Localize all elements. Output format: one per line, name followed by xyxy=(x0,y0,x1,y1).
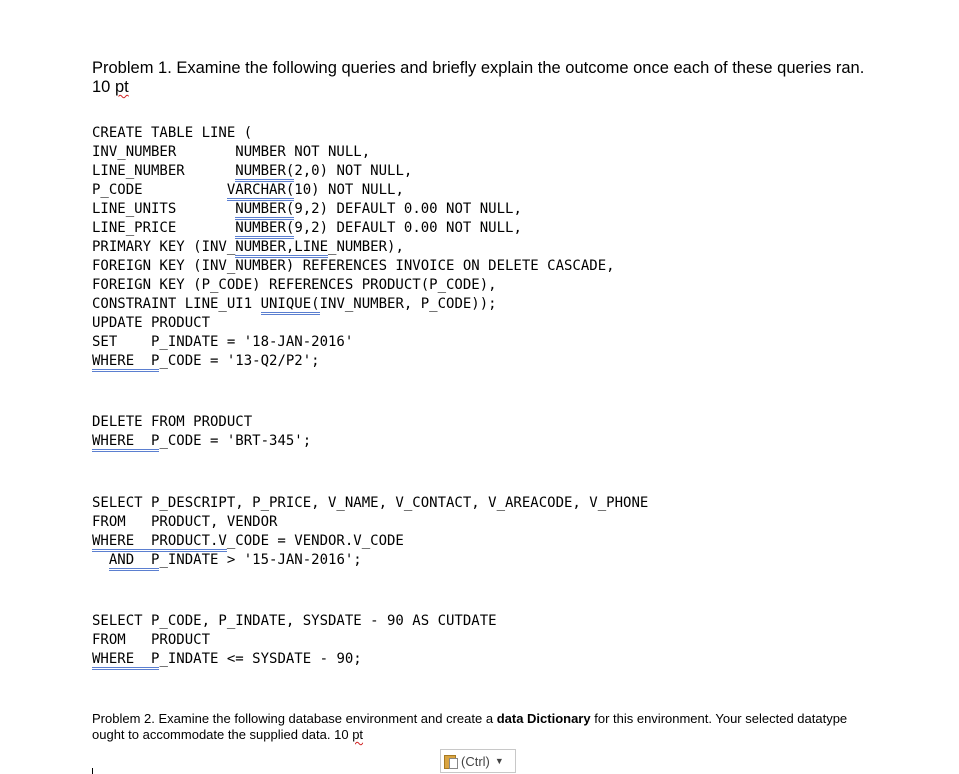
text-cursor xyxy=(92,768,93,774)
code-line: SET P_INDATE = '18-JAN-2016' xyxy=(92,334,354,350)
code-token: WHERE P xyxy=(92,353,159,372)
code-line: LINE_UNITS xyxy=(92,201,236,217)
code-line: CONSTRAINT LINE_UI1 xyxy=(92,296,261,312)
code-line: PRIMARY KEY (INV_ xyxy=(92,239,236,255)
code-token: WHERE P xyxy=(92,651,159,670)
code-line: INV_NUMBER NUMBER NOT NULL, xyxy=(92,144,371,160)
clipboard-icon xyxy=(444,753,458,769)
code-line: 9,2) DEFAULT 0.00 NOT NULL, xyxy=(294,220,522,236)
code-line: _CODE = '13-Q2/P2'; xyxy=(159,353,320,369)
code-line: FROM PRODUCT, VENDOR xyxy=(92,514,278,530)
create-table-query xyxy=(92,124,615,371)
code-token: VARCHAR( xyxy=(227,182,294,201)
select-cutdate-query xyxy=(92,612,497,669)
code-token: NUMBER( xyxy=(235,163,294,182)
code-line: SELECT P_DESCRIPT, P_PRICE, V_NAME, V_CONTACT, V_AREACODE, V_PHONE xyxy=(92,495,649,511)
code-line: FOREIGN KEY (P_CODE) REFERENCES PRODUCT(P_CODE), xyxy=(92,277,497,293)
code-line: LINE_NUMBER xyxy=(92,163,236,179)
code-line: 10) NOT NULL, xyxy=(294,182,404,198)
code-token: WHERE P xyxy=(92,433,159,452)
problem-2-text: Problem 2. Examine the following database environment and create a xyxy=(92,711,497,726)
code-line: DELETE FROM PRODUCT xyxy=(92,414,253,430)
code-line: _INDATE > '15-JAN-2016'; xyxy=(159,552,362,568)
points-unit: pt xyxy=(114,78,129,96)
code-line: UPDATE PRODUCT xyxy=(92,315,211,331)
code-token: WHERE PRODUCT.V xyxy=(92,533,227,552)
code-token: UNIQUE( xyxy=(261,296,320,315)
code-line: 2,0) NOT NULL, xyxy=(294,163,413,179)
paste-options-button[interactable] xyxy=(440,749,516,773)
delete-query xyxy=(92,413,311,451)
code-line: _NUMBER), xyxy=(328,239,404,255)
problem-2-text-end: for this environment. Your selected datatype ought to accommodate the supplied data. 10 xyxy=(92,711,848,742)
problem-2-bold: data Dictionary xyxy=(496,711,591,726)
code-line: SELECT P_CODE, P_INDATE, SYSDATE - 90 AS CUTDATE xyxy=(92,613,497,629)
code-line: _INDATE <= SYSDATE - 90; xyxy=(159,651,362,667)
code-line: 9,2) DEFAULT 0.00 NOT NULL, xyxy=(294,201,522,217)
points-unit: pt xyxy=(352,727,364,742)
code-token: NUMBER,LINE xyxy=(235,239,328,258)
code-line: INV_NUMBER, P_CODE)); xyxy=(319,296,497,312)
paste-options-label: (Ctrl) xyxy=(461,753,490,769)
problem-1-text: Problem 1. Examine the following queries and briefly explain the outcome once each of these queries ran. 10 xyxy=(92,59,865,96)
code-token: NUMBER( xyxy=(235,201,294,220)
code-line: FROM PRODUCT xyxy=(92,632,211,648)
code-line xyxy=(92,552,109,568)
code-line: LINE_PRICE xyxy=(92,220,236,236)
code-line: P_CODE xyxy=(92,182,227,198)
code-line: FOREIGN KEY (INV_NUMBER) REFERENCES INVOICE ON DELETE CASCADE, xyxy=(92,258,615,274)
chevron-down-icon: ▼ xyxy=(494,756,504,766)
code-line: _CODE = VENDOR.V_CODE xyxy=(226,533,404,549)
code-line: CREATE TABLE LINE ( xyxy=(92,125,253,141)
select-vendor-query xyxy=(92,494,648,570)
problem-1-heading xyxy=(92,59,872,97)
problem-2-heading xyxy=(92,711,852,743)
code-token: AND P xyxy=(109,552,160,571)
code-line: _CODE = 'BRT-345'; xyxy=(159,433,312,449)
code-token: NUMBER( xyxy=(235,220,294,239)
